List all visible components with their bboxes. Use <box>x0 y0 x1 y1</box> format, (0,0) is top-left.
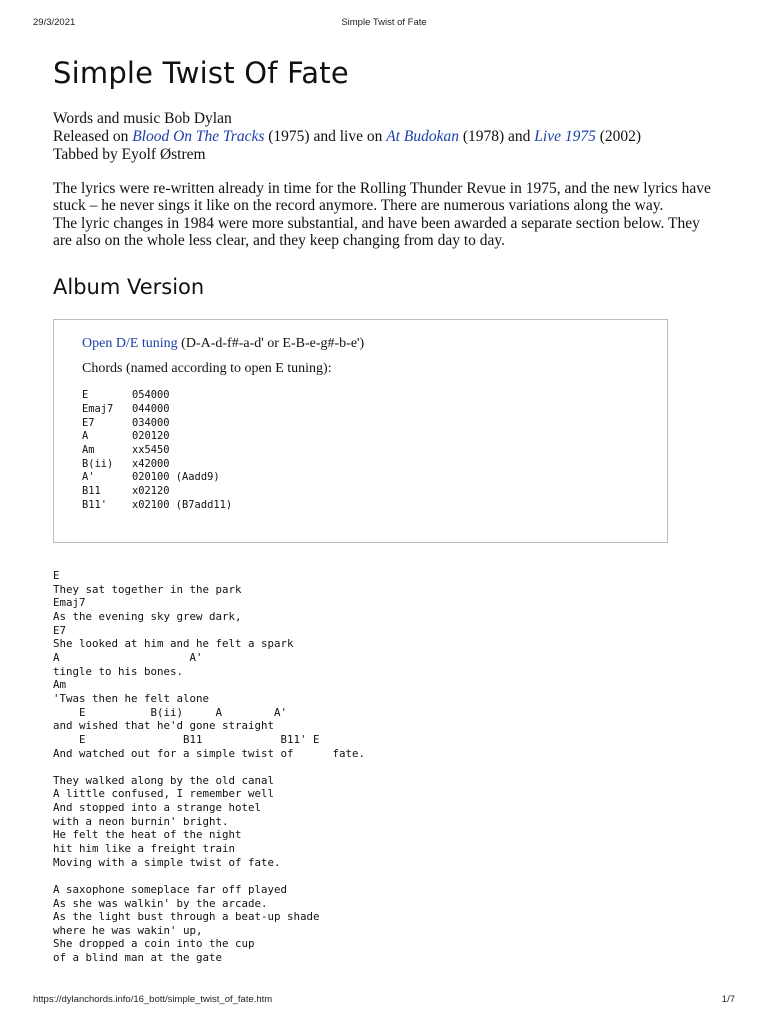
print-date: 29/3/2021 <box>33 17 76 28</box>
chord-name: A <box>82 430 89 443</box>
tab-line: As she was walkin' by the arcade. <box>53 896 268 910</box>
chord-table <box>82 389 667 512</box>
tab-line: E <box>53 569 60 583</box>
chord-row <box>82 417 667 431</box>
tuning-detail: (D-A-d-f#-a-d' or E-B-e-g#-b-e') <box>177 336 365 352</box>
chord-name: Emaj7 <box>82 402 114 415</box>
tab-line: E B(ii) A A' <box>53 705 288 719</box>
tab-line: She dropped a coin into the cup <box>53 937 255 951</box>
chords-heading: Chords (named according to open E tuning): <box>82 361 332 377</box>
song-meta <box>53 110 713 164</box>
chord-name: Am <box>82 443 95 456</box>
tab-line: And watched out for a simple twist of fate. <box>53 746 366 760</box>
tab-line: Emaj7 <box>53 596 86 610</box>
print-header <box>0 17 768 31</box>
chord-fingering: x42000 <box>132 457 170 470</box>
tab-line: They sat together in the park <box>53 582 242 596</box>
tab-line: And stopped into a strange hotel <box>53 801 262 815</box>
page-content <box>53 52 713 965</box>
credits-line: Words and music Bob Dylan <box>53 110 232 127</box>
album-link-blood-on-the-tracks[interactable]: Blood On The Tracks <box>132 128 265 145</box>
tuning-link[interactable]: Open D/E tuning <box>82 336 178 352</box>
tab-line: 'Twas then he felt alone <box>53 691 210 705</box>
lyric-notes <box>53 180 713 249</box>
tuning-box <box>53 319 668 543</box>
print-url: https://dylanchords.info/16_bott/simple_twist_of_fate.htm <box>33 994 273 1005</box>
chord-row <box>82 403 667 417</box>
chord-row <box>82 471 667 485</box>
chord-fingering: x02100 (B7add11) <box>132 498 233 511</box>
stanza-gap <box>53 869 713 883</box>
tab-line: A A' <box>53 651 203 665</box>
stanza-gap <box>53 760 713 774</box>
tab-line: As the evening sky grew dark, <box>53 610 242 624</box>
chord-row <box>82 499 667 513</box>
tab-line: E7 <box>53 623 67 637</box>
tab-line: of a blind man at the gate <box>53 951 223 965</box>
chord-fingering: xx5450 <box>132 443 170 456</box>
chord-row <box>82 389 667 403</box>
chord-fingering: 054000 <box>132 389 170 402</box>
chord-lyrics-tab <box>53 569 713 965</box>
tab-line: A little confused, I remember well <box>53 787 275 801</box>
chord-name: B11' <box>82 498 108 511</box>
chord-name: E <box>82 389 89 402</box>
tab-line: Am <box>53 678 67 692</box>
tab-line: They walked along by the old canal <box>53 773 275 787</box>
tab-line: He felt the heat of the night <box>53 828 242 842</box>
tabbed-by-line: Tabbed by Eyolf Østrem <box>53 146 206 163</box>
page-number: 1/7 <box>721 994 735 1005</box>
chord-row <box>82 430 667 444</box>
section-heading-album-version: Album Version <box>53 275 205 300</box>
print-footer <box>0 994 768 1008</box>
chord-row <box>82 444 667 458</box>
chord-fingering: 020120 <box>132 430 170 443</box>
tab-line: Moving with a simple twist of fate. <box>53 855 281 869</box>
album-link-live-1975[interactable]: Live 1975 <box>534 128 596 145</box>
tab-line: tingle to his bones. <box>53 664 184 678</box>
song-title: Simple Twist Of Fate <box>53 56 349 90</box>
tab-line: A saxophone someplace far off played <box>53 882 288 896</box>
chord-name: B(ii) <box>82 457 114 470</box>
tab-line: with a neon burnin' bright. <box>53 814 229 828</box>
tab-line: E B11 B11' E <box>53 732 320 746</box>
chord-row <box>82 458 667 472</box>
chord-fingering: 044000 <box>132 402 170 415</box>
chord-fingering: 034000 <box>132 416 170 429</box>
tab-line: As the light bust through a beat-up shade <box>53 910 320 924</box>
chord-fingering: x02120 <box>132 485 170 497</box>
chord-fingering: 020100 (Aadd9) <box>132 471 220 484</box>
album2-year: (1978) and <box>458 128 535 145</box>
tab-line: She looked at him and he felt a spark <box>53 637 294 651</box>
tuning-line <box>82 335 667 353</box>
note-paragraph: The lyric changes in 1984 were more substantial, and have been awarded a separate section below. They are also on the whole less clear, and they keep changing from day to day. <box>53 214 700 249</box>
print-page-title: Simple Twist of Fate <box>341 17 427 28</box>
album-link-at-budokan[interactable]: At Budokan <box>386 128 459 145</box>
note-paragraph: The lyrics were re-written already in time for the Rolling Thunder Revue in 1975, and the new lyrics have stuck – he never sings it like on the record anymore. There are numerous variations along the way. <box>53 180 711 215</box>
chord-name: B11 <box>82 485 101 497</box>
album3-year: (2002) <box>595 128 642 145</box>
chord-name: E7 <box>82 416 95 429</box>
release-prefix: Released on <box>53 128 133 145</box>
album1-year: (1975) and live on <box>264 128 387 145</box>
tab-line: hit him like a freight train <box>53 842 236 855</box>
tab-line: where he was wakin' up, <box>53 923 203 937</box>
tab-line: and wished that he'd gone straight <box>53 719 275 733</box>
chord-row <box>82 485 667 499</box>
release-line <box>53 128 713 146</box>
chord-name: A' <box>82 471 95 484</box>
